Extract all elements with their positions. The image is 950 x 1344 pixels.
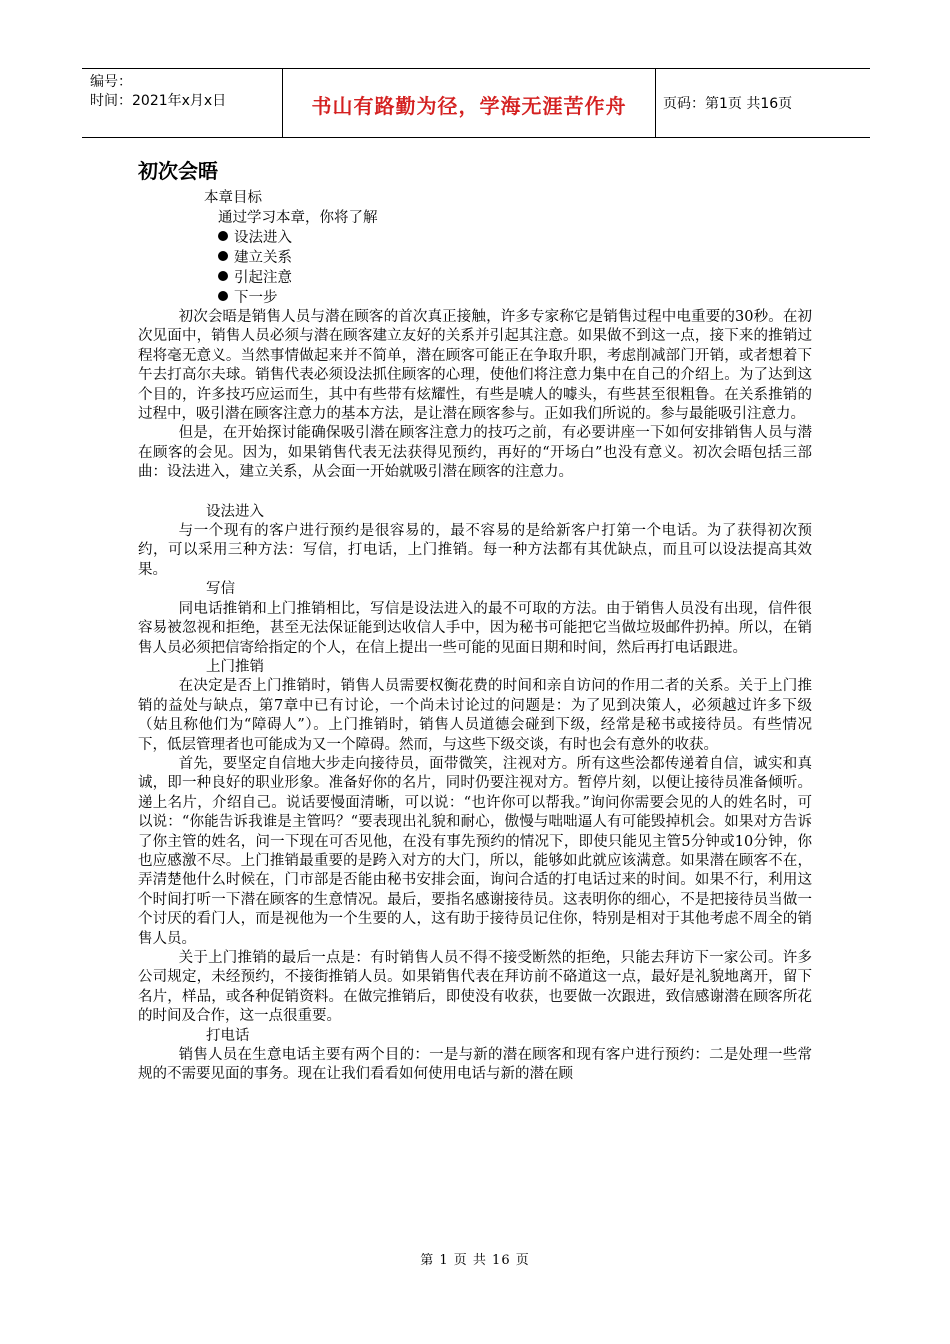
objective-item: 引起注意 (138, 268, 812, 288)
body-paragraph: 关于上门推销的最后一点是：有时销售人员不得不接受断然的拒绝，只能去拜访下一家公司。许多公司规定，未经预约，不接街推销人员。如果销售代表在拜访前不硌道这一点，最好是礼貌地离开，留下名片，样品，或各种促销资料。在做完推销后，即使没有收获，也要做一次跟进，致信感谢潜在顾客所花的时间及合作，这一点很重要。 (138, 950, 812, 1025)
body-paragraph: 与一个现有的客户进行预约是很容易的，最不容易的是给新客户打第一个电话。为了获得初次预约，可以采用三种方法：写信，打电话，上门推销。每一种方法都有其优缺点，而且可以设法提高其效果。 (138, 523, 812, 578)
objectives-heading: 本章目标 (204, 190, 262, 206)
body-paragraph: 初次会晤是销售人员与潜在顾客的首次真正接触，许多专家称它是销售过程中电重要的30秒。在初次见面中，销售人员必须与潜在顾客建立友好的关系并引起其注意。如果做不到这一点，接下来的推销过程将毫无意义。当然事情做起来并不简单，潜在顾客可能正在争取升职，考虑削减部门开销，或者想着下午去打高尔夫球。销售代表必须设法抓住顾客的心理，使他们将注意力集中在自己的介绍上。为了达到这个目的，许多技巧应运而生，其中有些带有炫耀性，有些是唬人的噱头，有些甚至很粗鲁。在关系推销的过程中，吸引潜在顾客注意力的基本方法，是让潜在顾客参与。正如我们所说的。参与最能吸引注意力。 (138, 309, 812, 423)
bullet-icon (218, 251, 228, 261)
spacer (138, 483, 812, 503)
header-page-cell (655, 69, 870, 137)
page-info: 页码：第1页 共16页 (663, 96, 793, 112)
header-table (82, 68, 870, 138)
bullet-icon (218, 291, 228, 301)
objective-item: 建立关系 (138, 248, 812, 268)
subsection-heading: 写信 (206, 581, 235, 598)
objectives-intro: 通过学习本章，你将了解 (218, 210, 378, 226)
document-body (138, 158, 812, 1085)
page-footer: 第 1 页 共 16 页 (420, 1253, 530, 1268)
bullet-icon (218, 271, 228, 281)
objective-item: 设法进入 (138, 228, 812, 248)
time-label: 时间：2021年x月x日 (90, 93, 227, 109)
body-paragraph: 在决定是否上门推销时，销售人员需要权衡花费的时间和亲自访问的作用二者的关系。关于上门推销的益处与缺点，第7章中已有讨论，一个尚未讨论过的问题是：为了见到决策人，必须越过许多下级（姑且称他们为“障碍人”）。上门推销时，销售人员道德会碰到下级，经常是秘书或接待员。有些情况下，低层管理者也可能成为又一个障碍。然而，与这些下级交谈，有时也会有意外的收获。 (138, 678, 812, 753)
bullet-icon (218, 231, 228, 241)
header-motto-cell (282, 69, 656, 137)
subsection-heading: 打电话 (206, 1027, 250, 1044)
section-heading: 设法进入 (206, 503, 264, 520)
page-title: 初次会晤 (138, 159, 218, 183)
number-label: 编号： (90, 74, 132, 90)
subsection-heading: 上门推销 (206, 658, 264, 675)
body-paragraph: 首先，要坚定自信地大步走向接待员，面带微笑，注视对方。所有这些浍都传递着自信，诚实和真诚，即一种良好的职业形象。准备好你的名片，同时仍要注视对方。暂停片刻，以便让接待员准备倾听。递上名片，介绍自己。说话要慢面清晰，可以说：“也许你可以帮我。”询问你需要会见的人的姓名时，可以说：“你能告诉我谁是主管吗？“要表现出礼貌和耐心，傲慢与咄咄逼人有可能毁掉机会。如果对方告诉了你主管的姓名，问一下现在可否见他，在没有事先预约的情况下，即使只能见主管5分钟或10分钟，你也应感激不尽。上门推销最重要的是跨入对方的大门，所以，能够如此就应该满意。如果潜在顾客不在，弄清楚他什么时候在，门市部是否能由秘书安排会面，询问合适的打电话过来的时间。如果不行，利用这个时间打听一下潜在顾客的生意情况。最后，要指名感谢接待员。这表明你的细心，不是把接待员当做一个讨厌的看门人，而是视他为一个生要的人，这有助于接待员记住你，特别是相对于其他考虑不周全的销售人员。 (138, 755, 812, 947)
objective-item: 下一步 (138, 288, 812, 308)
header-meta-cell (82, 69, 282, 137)
motto: 书山有路勤为径，学海无涯苦作舟 (311, 94, 627, 118)
body-paragraph: 同电话推销和上门推销相比，写信是设法进入的最不可取的方法。由于销售人员没有出现，信件很容易被忽视和拒绝，甚至无法保证能到达收信人手中，因为秘书可能把它当做垃圾邮件扔掉。所以，在销售人员必须把信寄给指定的个人，在信上提出一些可能的见面日期和时间，然后再打电话跟进。 (138, 600, 812, 656)
body-paragraph: 销售人员在生意电话主要有两个目的：一是与新的潜在顾客和现有客户进行预约：二是处理一些常规的不需要见面的事务。现在让我们看看如何使用电话与新的潜在顾 (138, 1047, 812, 1083)
body-paragraph: 但是，在开始探讨能确保吸引潜在顾客注意力的技巧之前，有必要讲座一下如何安排销售人员与潜在顾客的会见。因为，如果销售代表无法获得见预约，再好的“开场白”也没有意义。初次会晤包括三部曲：设法进入，建立关系，从会面一开始就吸引潜在顾客的注意力。 (138, 425, 812, 481)
